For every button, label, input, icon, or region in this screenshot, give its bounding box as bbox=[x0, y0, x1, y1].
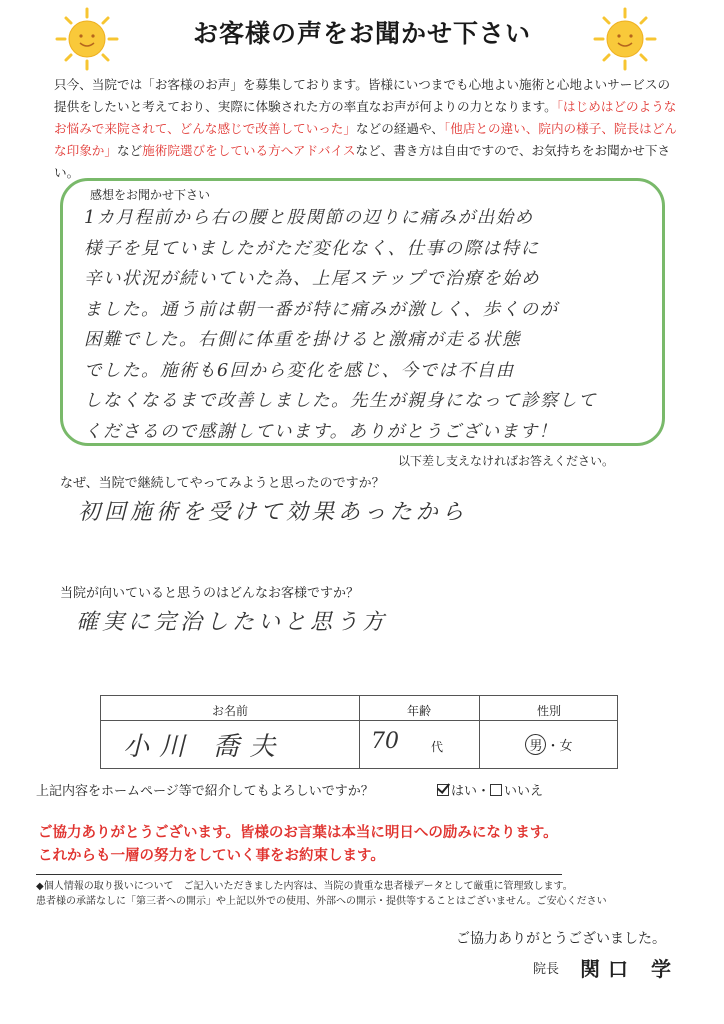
intro-text-4: など、書き方は自由ですので、お気持ちをお聞かせ下さい。 bbox=[54, 143, 671, 180]
closing-thanks: ご協力ありがとうございました。 bbox=[456, 931, 666, 947]
impression-line: 辛い状況が続いていた為、上尾ステップで治療を始め bbox=[84, 269, 541, 289]
intro-red-3: 施術院選びをしている方へアドバイス bbox=[142, 143, 356, 158]
permission-separator: ・ bbox=[477, 784, 491, 799]
page-title: お客様の声をお聞かせ下さい bbox=[192, 19, 531, 48]
answer-1: 初回施術を受けて効果あったから bbox=[78, 500, 468, 525]
permission-no: いいえ bbox=[504, 784, 544, 799]
impression-line: くださるので感謝しています。ありがとうございます！ bbox=[84, 421, 558, 442]
intro-red-1: 「はじめはどのようなお悩みで来院されて、どんな感じで改善していった」 bbox=[54, 99, 677, 136]
privacy-line-1: ◆個人情報の取り扱いについて ご記入いただきました内容は、当院の貴重な患者様データとして厳重に管理致します。 bbox=[36, 881, 573, 892]
intro-red-2: 「他店との違い、院内の様子、院長はどんな印象か」 bbox=[54, 121, 677, 158]
thanks-line-2: これからも一層の努力をしていく事をお約束します。 bbox=[38, 848, 385, 864]
impression-line: 困難でした。右側に体重を掛けると激痛が走る状態 bbox=[84, 330, 521, 350]
age-header: 年齢 bbox=[406, 704, 431, 718]
intro-text-3: など bbox=[116, 143, 143, 158]
gender-header: 性別 bbox=[536, 704, 561, 718]
impression-line: でした。施術も6回から変化を感じ、今では不自由 bbox=[84, 360, 515, 381]
name-value: 小川 喬夫 bbox=[123, 732, 286, 762]
director-title: 院長 bbox=[533, 962, 560, 977]
impression-line: 様子を見ていましたがただ変化なく、仕事の際は特に bbox=[84, 238, 540, 259]
intro-text-2: などの経過や、 bbox=[356, 121, 444, 136]
intro-paragraph bbox=[54, 74, 682, 184]
impression-answer bbox=[84, 203, 654, 447]
director-name: 関口 学 bbox=[580, 957, 679, 981]
question-1: なぜ、当院で継続してやってみようと思ったのですか？ bbox=[60, 476, 385, 491]
permission-options bbox=[437, 780, 543, 799]
yes-checkbox-icon bbox=[437, 784, 449, 796]
customer-info-table bbox=[100, 695, 618, 769]
age-value: 70 bbox=[371, 729, 399, 754]
intro-text-1: 只今、当院では「お客様のお声」を募集しております。皆様にいつまでも心地よい施術と心地よいサービスの提供をしたいと考えており、実際に体験された方の率直なお声が何よりの力となります。 bbox=[54, 77, 671, 114]
impression-line: ました。通う前は朝一番が特に痛みが激しく、歩くのが bbox=[84, 299, 559, 320]
gender-male-selected: 男 bbox=[525, 734, 546, 755]
optional-note: 以下差し支えなければお答えください。 bbox=[398, 454, 615, 468]
permission-question: 上記内容をホームページ等で紹介してもよろしいですか？ bbox=[36, 784, 374, 799]
gender-separator: ・ bbox=[546, 739, 560, 754]
name-header: お名前 bbox=[211, 704, 248, 718]
question-2: 当院が向いていると思うのはどんなお客様ですか？ bbox=[60, 586, 360, 601]
gender-options bbox=[494, 734, 604, 755]
age-unit: 代 bbox=[431, 740, 444, 754]
permission-yes: はい bbox=[451, 784, 478, 799]
thanks-line-1: ご協力ありがとうございます。皆様のお言葉は本当に明日への励みになります。 bbox=[38, 825, 558, 841]
thanks-message bbox=[38, 822, 558, 868]
gender-female: 女 bbox=[559, 739, 573, 754]
no-checkbox-icon bbox=[490, 784, 502, 796]
answer-2: 確実に完治したいと思う方 bbox=[76, 610, 389, 635]
privacy-notice bbox=[36, 879, 607, 909]
privacy-line-2: 患者様の承諾なしに「第三者への開示」や上記以外での使用、外部への開示・提供等することはございません。ご安心ください bbox=[36, 896, 607, 907]
impression-line: 1カ月程前から右の腰と股関節の辺りに痛みが出始め bbox=[84, 208, 534, 228]
divider bbox=[36, 874, 562, 875]
impression-label: 感想をお聞かせ下さい bbox=[90, 188, 211, 202]
impression-line: しなくなるまで改善しました。先生が親身になって診察して bbox=[84, 391, 597, 411]
